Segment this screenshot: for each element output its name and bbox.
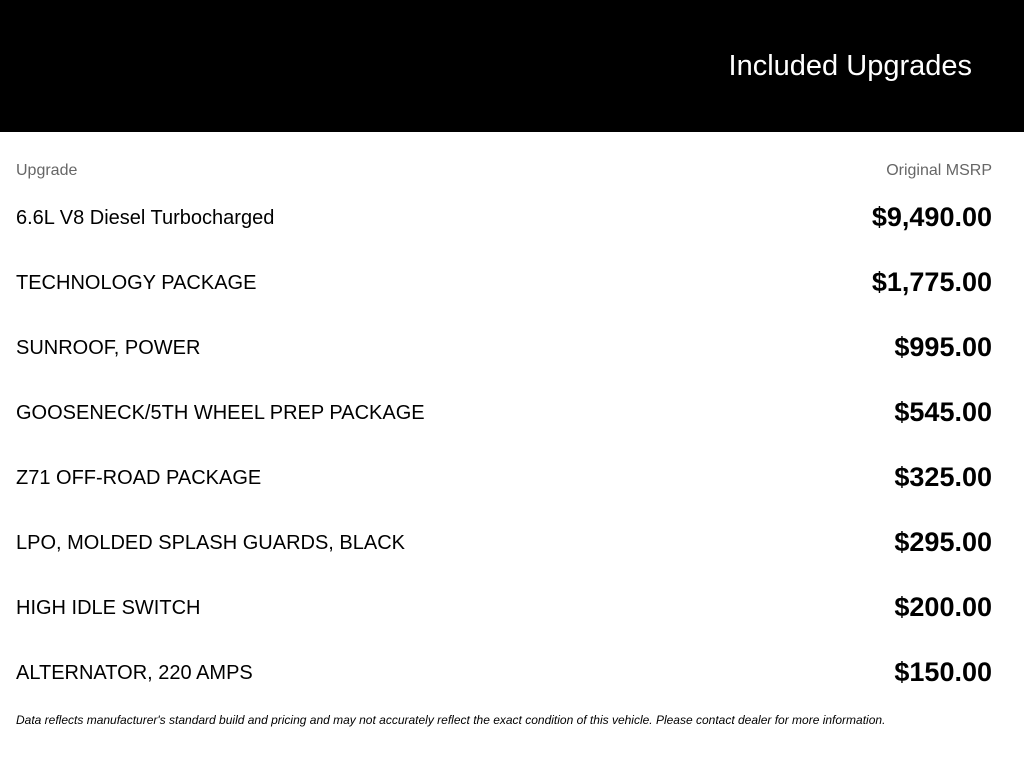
table-row — [16, 508, 992, 573]
table-row — [16, 638, 992, 703]
upgrade-price: $150.00 — [894, 657, 992, 687]
table-row — [16, 313, 992, 378]
upgrade-name: Z71 OFF-ROAD PACKAGE — [16, 467, 262, 489]
upgrade-name: ALTERNATOR, 220 AMPS — [16, 662, 253, 684]
upgrade-name: SUNROOF, POWER — [16, 337, 201, 359]
column-header-upgrade: Upgrade — [16, 162, 78, 179]
upgrade-price: $9,490.00 — [871, 202, 992, 232]
upgrade-price: $325.00 — [894, 462, 992, 492]
upgrades-table — [16, 156, 992, 687]
upgrade-price: $295.00 — [894, 527, 992, 557]
table-row — [16, 573, 992, 638]
table-row — [16, 378, 992, 443]
upgrade-name: HIGH IDLE SWITCH — [16, 597, 201, 619]
upgrade-name: GOOSENECK/5TH WHEEL PREP PACKAGE — [16, 402, 425, 424]
upgrade-price: $1,775.00 — [871, 267, 992, 297]
upgrade-price: $545.00 — [894, 397, 992, 427]
table-body — [16, 183, 992, 703]
table-row — [16, 443, 992, 508]
upgrade-price: $200.00 — [894, 592, 992, 622]
table-row — [16, 248, 992, 313]
column-header-msrp: Original MSRP — [886, 162, 992, 179]
upgrade-name: TECHNOLOGY PACKAGE — [16, 272, 257, 294]
upgrade-price: $995.00 — [894, 332, 992, 362]
upgrade-name: 6.6L V8 Diesel Turbocharged — [16, 207, 275, 229]
page-title: Included Upgrades — [728, 50, 972, 82]
header-bar — [0, 0, 1024, 132]
disclaimer-text: Data reflects manufacturer's standard build and pricing and may not accurately reflect the exact condition of this vehicle. Please contact dealer for more information. — [16, 713, 886, 727]
table-row — [16, 183, 992, 248]
table-header — [16, 156, 992, 184]
upgrade-name: LPO, MOLDED SPLASH GUARDS, BLACK — [16, 532, 406, 554]
